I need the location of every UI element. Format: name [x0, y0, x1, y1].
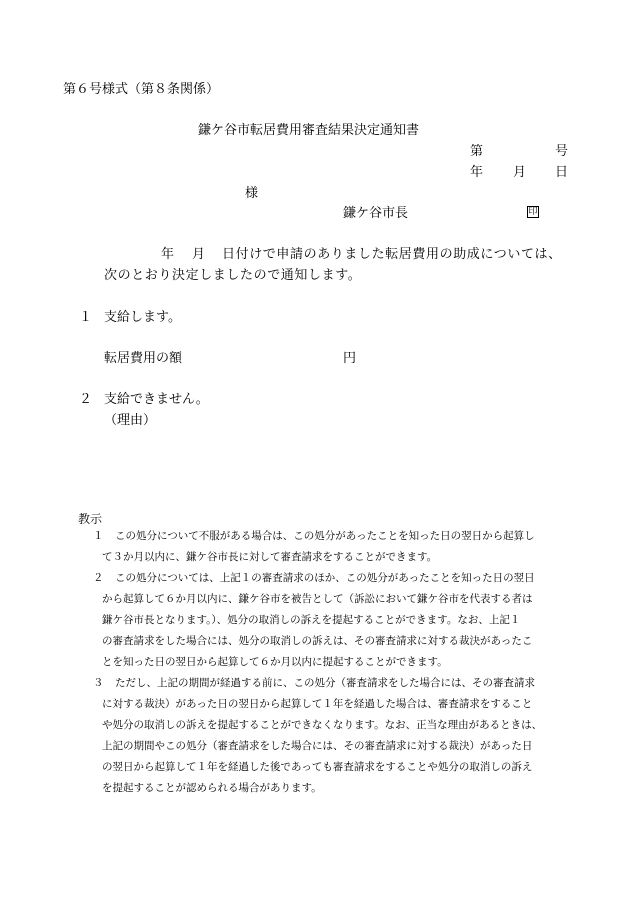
date-year: 年: [470, 165, 484, 180]
addressee-suffix: 様: [245, 186, 259, 201]
notice-item-number: ２: [93, 572, 104, 584]
item-2-text: 支給できません。: [104, 392, 209, 407]
notice-line: を提起することが認められる場合があります。: [102, 782, 322, 794]
notice-line: この処分について不服がある場合は、この処分があったことを知った日の翌日から起算し: [115, 530, 535, 542]
body-year: 年: [161, 247, 175, 262]
notice-line: や処分の取消しの訴えを提起することができなくなります。なお、正当な理由があるときは、: [102, 719, 543, 731]
item-1-text: 支給します。: [104, 310, 181, 325]
seal-stamp: 印: [528, 207, 538, 217]
amount-unit: 円: [343, 351, 357, 366]
date-month: 月: [513, 165, 527, 180]
item-1-number: １: [79, 310, 93, 325]
date-day: 日: [555, 165, 569, 180]
notice-heading: 教示: [78, 512, 103, 526]
notice-line: の審査請求をした場合には、処分の取消しの訴えは、その審査請求に対する裁決があったこ: [102, 635, 533, 647]
form-number: 第６号様式（第８条関係）: [63, 82, 220, 97]
item-2-number: ２: [79, 392, 93, 407]
notice-line: から起算して６か月以内に、鎌ケ谷市を被告として（訴訟において鎌ケ谷市を代表する者は: [102, 593, 533, 605]
notice-line: 鎌ケ谷市長となります。）、処分の取消しの訴えを提起することができます。なお、上記１: [102, 614, 521, 626]
notice-line: て３か月以内に、鎌ケ谷市長に対して審査請求をすることができます。: [102, 551, 438, 563]
notice-line: 上記の期間やこの処分（審査請求をした場合には、その審査請求に対する裁決）があった日: [102, 740, 533, 752]
reason-label: （理由）: [104, 413, 157, 428]
notice-line: とを知った日の翌日から起算して６か月以内に提起することができます。: [102, 656, 448, 668]
notice-line: に対する裁決）があった日の翌日から起算して１年を経過した場合は、審査請求をすること: [102, 698, 533, 710]
amount-label: 転居費用の額: [104, 351, 183, 366]
notice-item-number: ３: [93, 677, 104, 689]
notice-item-number: １: [93, 530, 104, 542]
notice-line: この処分については、上記１の審査請求のほか、この処分があったことを知った日の翌日: [115, 572, 535, 584]
issuer: 鎌ケ谷市長: [343, 206, 409, 221]
doc-number-suffix: 号: [555, 144, 569, 159]
body-line-2: 次のとおり決定しましたので通知します。: [104, 268, 362, 283]
notice-line: の翌日から起算して１年を経過した後であっても審査請求をすることや処分の取消しの訴え: [102, 761, 533, 773]
body-line-1: 日付けで申請のありました転居費用の助成については、: [222, 247, 562, 262]
notice-line: ただし、上記の期間が経過する前に、この処分（審査請求をした場合には、その審査請求: [115, 677, 535, 689]
body-month: 月: [192, 247, 206, 262]
doc-number-prefix: 第: [470, 144, 484, 159]
document-title: 鎌ケ谷市転居費用審査結果決定通知書: [198, 123, 420, 138]
